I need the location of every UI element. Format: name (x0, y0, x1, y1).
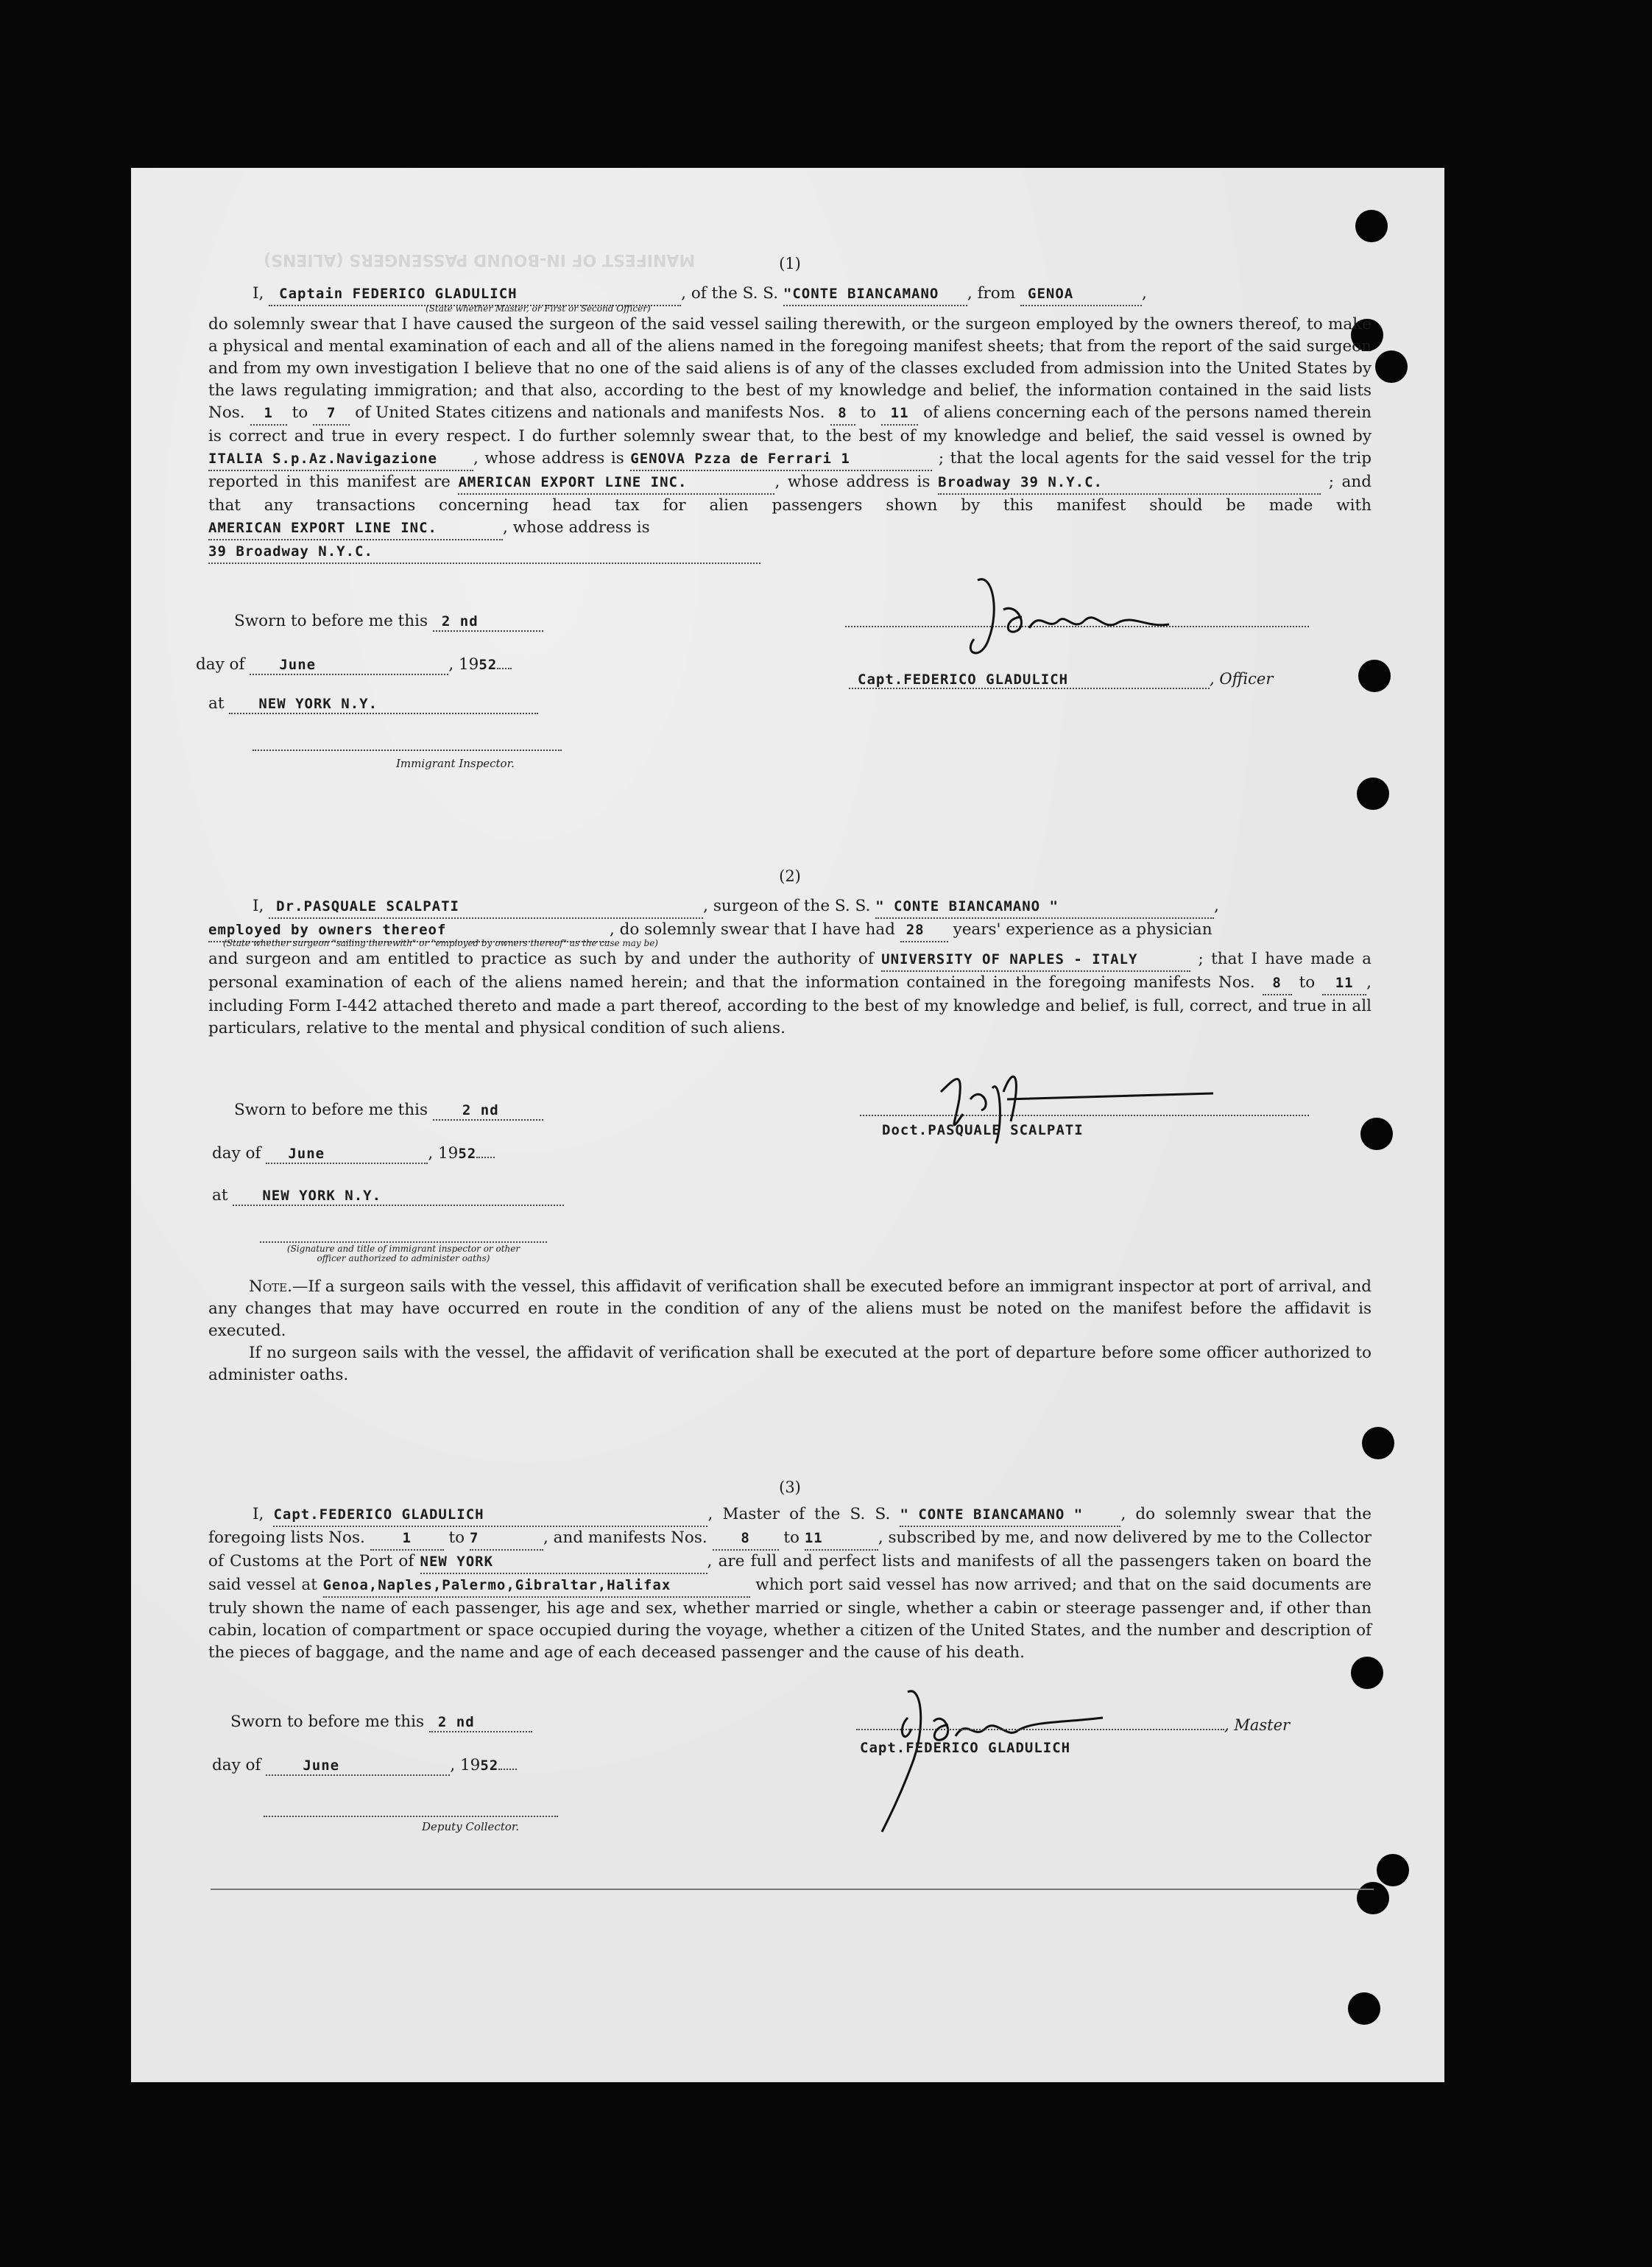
vessel-field: "CONTE BIANCAMANO (783, 283, 967, 306)
ports-list-field: Genoa,Naples,Palermo,Gibraltar,Halifax (323, 1574, 750, 1598)
vessel-field: " CONTE BIANCAMANO " (875, 895, 1214, 919)
master-name-field: Capt.FEDERICO GLADULICH (273, 1503, 707, 1527)
punch-hole (1348, 1992, 1380, 2025)
officer-signature (948, 565, 1199, 676)
oath-officer-caption: (Signature and title of immigrant inspector or other officer authorized to administer oaths) (286, 1244, 520, 1263)
officer-signer-line: Capt.FEDERICO GLADULICH , Officer (849, 670, 1273, 689)
affidavit-body: do solemnly swear that I have caused the surgeon of the said vessel sailing therewith, or the surgeon employed by the owners thereof, to make a physical and mental examination of each and all of the aliens named in the foregoing manifest sheets; that from the report of the said surgeon and from my own investigation I believe that no one of the said aliens is of any of the classes excluded from admission into the United States by the laws regulating immigration; and that also, according to the best of my knowledge and belief, the information contained in the said lists Nos. 1 to 7 of United States citizens and nationals and manifests Nos. 8 to 11 of aliens concerning each of the persons named therein is correct and true in every respect. I do further solemnly swear that, to the best of my knowledge and belief, the said vessel is owned by ITALIA S.p.Az.Navigazione , whose address is GENOVA Pzza de Ferrari 1 ; that the local agents for the said vessel for the trip reported in this manifest are AMERICAN EXPORT LINE INC. , whose address is Broadway 39 N.Y.C. ; and that any transactions concerning head tax for alien passengers shown by this manifest should be made with AMERICAN EXPORT LINE INC. , whose address is 39 Broadway N.Y.C. (208, 314, 1372, 564)
inspector-signature-line (260, 1241, 547, 1243)
section-number: (1) (779, 255, 801, 272)
tax-agent-field: AMERICAN EXPORT LINE INC. (208, 517, 503, 540)
note-block: Note.—If a surgeon sails with the vessel, this affidavit of verification shall be executed before an immigrant inspector at port of arrival, and any changes that may have occurred en route in the condition of any of the aliens must be noted on the manifest before the affidavit is executed. If no surgeon sails with the vessel, the affidavit of verification shall be executed at the port of departure before some officer authorized to administer oaths. (208, 1277, 1372, 1384)
punch-hole (1355, 210, 1388, 242)
vessel-field: " CONTE BIANCAMANO " (900, 1503, 1120, 1527)
punch-hole (1360, 1118, 1393, 1150)
employment-note: (State whether surgeon "sailing therewith" or "employed by owners thereof" as the case may be) (223, 938, 658, 948)
agents-field: AMERICAN EXPORT LINE INC. (458, 471, 774, 495)
section-number: (2) (779, 867, 801, 885)
document-page: MANIFEST OF IN-BOUND PASSENGERS (ALIENS) (1) I, Captain FEDERICO GLADULICH , of the S. S. "CONTE BIANCAMANO , from GENOA , (State whether Master, or First or Second Officer) do solemnly swear that I have caused the surgeon of the said vessel sailing therewith, or the surgeon employed by the owners thereof, to make a physical and mental examination of each and all of the aliens named in the foregoing manifest sheets; that from the report of the said surgeon and from my own investigation I believe that no one of the said aliens is of any of the classes excluded from admission into the United States by the laws regulating immigration; and that also, according to the best of my knowledge and belief, the information contained in the said lists Nos. 1 to 7 of United States citizens and nationals and manifests Nos. 8 to 11 of aliens concerning each of the persons named therein is correct and true in every respect. I do further solemnly swear that, to the best of my knowledge and belief, the said vessel is owned by ITALIA S.p.Az.Navigazione , whose address is GENOVA Pzza de Ferrari 1 ; that the local agents for the said vessel for the trip reported in this manifest are AMERICAN EXPORT LINE INC. , whose address is Broadway 39 N.Y.C. ; and that any transactions concerning head tax for alien passengers shown by this manifest should be made with AMERICAN EXPORT LINE INC. , whose address is 39 Broadway N.Y.C. Sworn to before me this 2 nd day of June , 1952 at NEW YORK N.Y. Immigrant Inspector. Capt.FEDERICO GLADULICH , Officer (2) I, Dr.PASQUALE SCALPATI , surgeon of the S. S. " CONTE BIANCAMANO " , employed by owners thereof , do solemnly swear that I have had 28 years' experience as a physician (State whether surgeon "sailing therewith" or "employed by owners thereof" as the case may be) and surgeon and am entitled to practice as such by and under the authority of UNIVERSITY OF NAPLES - ITALY ; that I have made a personal examination of each of the aliens named herein; and that the information contained in the foregoing manifests Nos. 8 to 11 , including Form I-442 attached thereto and made a part thereof, according to the best of my knowledge and belief, is full, correct, and true in all particulars, relative to the mental and physical condition of such aliens. Sworn to before me this 2 nd day of June , 1952 at NEW YORK N.Y. (Signature and title of immigrant inspector or other officer authorized to administer oaths) Doct.PASQUALE SCALPATI Note.—If a surgeon sails with the vessel, this affidavit of verification shall be executed before an immigrant inspector at port of arrival, and any changes that may have occurred en route in the condition of any of the aliens must be noted on the manifest before the affidavit is executed. If no surgeon sails with the vessel, the affidavit of verification shall be executed at the port of departure before some officer authorized to administer oaths. (3) I, Capt.FEDERICO GLADULICH , Master of the S. S. " CONTE BIANCAMANO " , do solemnly swear that the foregoing lists Nos. 1 to 7 , and manifests Nos. 8 to 11 , subscribed by me, and now delivered by me to the Collector of Customs at the Port of NEW YORK , are full and perfect lists and manifests of all the passengers taken on board the said vessel at Genoa,Naples,Palermo,Gibraltar,Halifax which port said vessel has now arrived; and that on the said documents are truly shown the name of each passenger, his age and sex, whether married or single, whether a cabin or steerage passenger and, if other than cabin, location of compartment or space occupied during the voyage, whether a citizen of the United States, and the number and description of the pieces of baggage, and the name and age of each deceased passenger and the cause of his death. Sworn to before me this 2 nd day of June , 1952 Deputy Collector. , Master Capt.FEDERICO GLADULICH (131, 168, 1444, 2082)
collector-signature-line (264, 1816, 558, 1817)
punch-hole (1357, 778, 1389, 810)
surgeon-signer: Doct.PASQUALE SCALPATI (882, 1122, 1084, 1138)
punch-hole (1377, 1854, 1409, 1886)
punch-hole (1357, 1882, 1389, 1914)
punch-hole (1358, 660, 1391, 692)
authority-field: UNIVERSITY OF NAPLES - ITALY (881, 948, 1190, 972)
officer-name-field: Captain FEDERICO GLADULICH (269, 283, 681, 306)
master-signer-line: , Master (856, 1716, 1290, 1734)
surgeon-name-field: Dr.PASQUALE SCALPATI (269, 895, 703, 919)
employment-field: employed by owners thereof (208, 919, 610, 942)
day-of-line: day of June , 1952 (196, 655, 512, 675)
inspector-caption: Immigrant Inspector. (396, 757, 515, 770)
owner-address-field: GENOVA Pzza de Ferrari 1 (630, 448, 932, 471)
sworn-line: Sworn to before me this 2 nd (234, 612, 543, 632)
inspector-signature-line (253, 750, 562, 751)
section-number: (3) (779, 1478, 801, 1496)
port-field: NEW YORK (420, 1551, 707, 1574)
surgeon-signature (919, 1048, 1228, 1158)
surgeon-signature-line (860, 1115, 1309, 1116)
tax-address-field: 39 Broadway N.Y.C. (208, 540, 760, 564)
officer-note: (State whether Master, or First or Second Officer) (426, 303, 651, 314)
punch-hole (1362, 1427, 1394, 1459)
affidavit-officer (208, 255, 1372, 564)
agents-address-field: Broadway 39 N.Y.C. (938, 471, 1321, 495)
bleed-through-text: MANIFEST OF IN-BOUND PASSENGERS (ALIENS) (264, 250, 696, 269)
from-port-field: GENOA (1020, 283, 1142, 306)
affidavit-surgeon: (2) I, Dr.PASQUALE SCALPATI , surgeon of the S. S. " CONTE BIANCAMANO " , employed by owners thereof , do solemnly swear that I have had 28 years' experience as a physician (State whether surgeon "sailing therewith" or "employed by owners thereof" as the case may be) and surgeon and am entitled to practice as such by and under the authority of UNIVERSITY OF NAPLES - ITALY ; that I have made a personal examination of each of the aliens named herein; and that the information contained in the foregoing manifests Nos. 8 to 11 , including Form I-442 attached thereto and made a part thereof, according to the best of my knowledge and belief, is full, correct, and true in all particulars, relative to the mental and physical condition of such aliens. (208, 867, 1372, 1037)
punch-hole (1375, 350, 1408, 383)
master-signature (867, 1677, 1176, 1839)
bottom-rule (211, 1889, 1374, 1890)
at-line: at NEW YORK N.Y. (208, 694, 538, 714)
collector-caption: Deputy Collector. (422, 1820, 520, 1833)
affidavit-paragraph: I, Captain FEDERICO GLADULICH , of the S. S. "CONTE BIANCAMANO , from GENOA , (208, 283, 1372, 306)
owner-field: ITALIA S.p.Az.Navigazione (208, 448, 473, 471)
master-signer: Capt.FEDERICO GLADULICH (860, 1740, 1071, 1756)
affidavit-master: (3) I, Capt.FEDERICO GLADULICH , Master of the S. S. " CONTE BIANCAMANO " , do solemnly swear that the foregoing lists Nos. 1 to 7 , and manifests Nos. 8 to 11 , subscribed by me, and now delivered by me to the Collector of Customs at the Port of NEW YORK , are full and perfect lists and manifests of all the passengers taken on board the said vessel at Genoa,Naples,Palermo,Gibraltar,Halifax which port said vessel has now arrived; and that on the said documents are truly shown the name of each passenger, his age and sex, whether married or single, whether a cabin or steerage passenger and, if other than cabin, location of compartment or space occupied during the voyage, whether a citizen of the United States, and the number and description of the pieces of baggage, and the name and age of each deceased passenger and the cause of his death. (208, 1478, 1372, 1662)
